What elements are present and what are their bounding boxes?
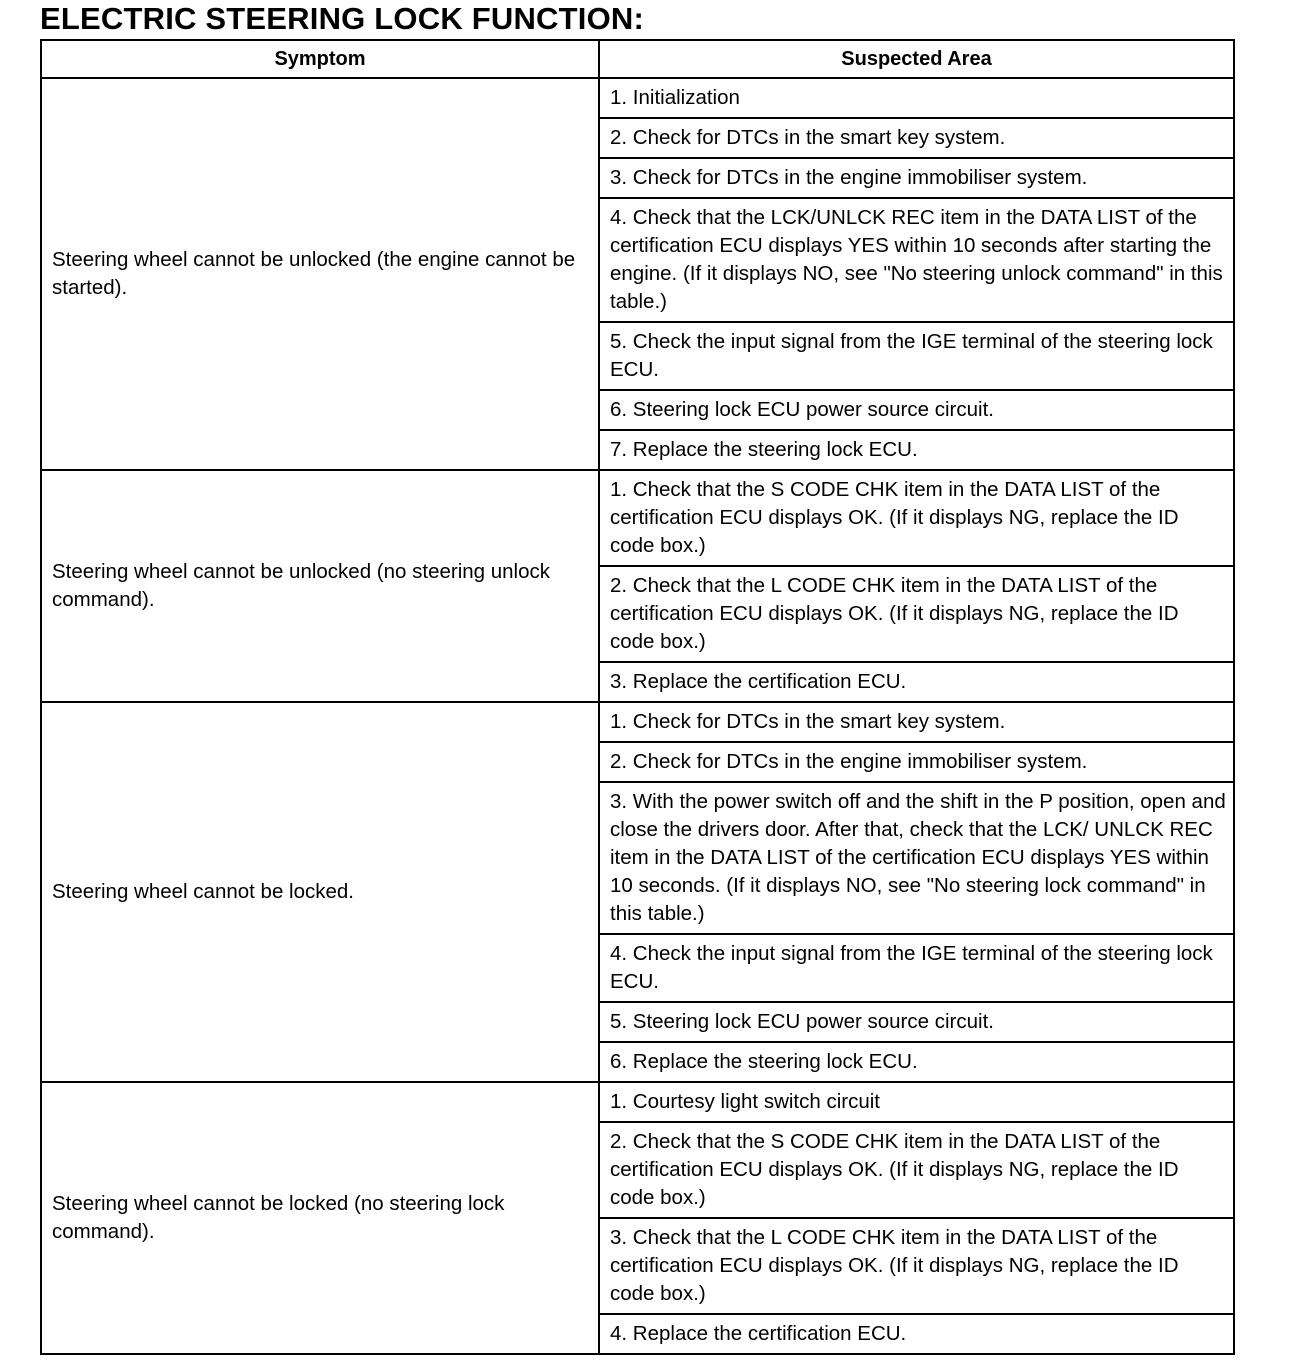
suspected-area-cell: 3. Check for DTCs in the engine immobiliser system. xyxy=(599,158,1234,198)
suspected-area-cell: 5. Steering lock ECU power source circuit. xyxy=(599,1002,1234,1042)
suspected-area-cell: 5. Check the input signal from the IGE terminal of the steering lock ECU. xyxy=(599,322,1234,390)
suspected-area-cell: 6. Steering lock ECU power source circuit. xyxy=(599,390,1234,430)
table-row xyxy=(41,1082,1234,1122)
table-header-row xyxy=(41,40,1234,78)
symptom-cell: Steering wheel cannot be unlocked (no steering unlock command). xyxy=(41,470,599,702)
suspected-area-cell: 2. Check that the S CODE CHK item in the DATA LIST of the certification ECU displays OK. (If it displays NG, replace the ID code box.) xyxy=(599,1122,1234,1218)
suspected-area-cell: 1. Check that the S CODE CHK item in the DATA LIST of the certification ECU displays OK. (If it displays NG, replace the ID code box.) xyxy=(599,470,1234,566)
suspected-area-cell: 3. Replace the certification ECU. xyxy=(599,662,1234,702)
table-body xyxy=(41,78,1234,1354)
page-title: ELECTRIC STEERING LOCK FUNCTION: xyxy=(40,1,644,36)
suspected-area-cell: 1. Initialization xyxy=(599,78,1234,118)
suspected-area-cell: 7. Replace the steering lock ECU. xyxy=(599,430,1234,470)
suspected-area-cell: 4. Replace the certification ECU. xyxy=(599,1314,1234,1354)
suspected-area-cell: 2. Check for DTCs in the engine immobiliser system. xyxy=(599,742,1234,782)
suspected-area-cell: 2. Check that the L CODE CHK item in the DATA LIST of the certification ECU displays OK. (If it displays NG, replace the ID code box.) xyxy=(599,566,1234,662)
table-row xyxy=(41,702,1234,742)
symptom-cell: Steering wheel cannot be unlocked (the engine cannot be started). xyxy=(41,78,599,470)
troubleshooting-table xyxy=(40,39,1235,1355)
header-suspected-area: Suspected Area xyxy=(599,40,1234,78)
suspected-area-cell: 3. With the power switch off and the shift in the P position, open and close the drivers door. After that, check that the LCK/ UNLCK REC item in the DATA LIST of the certification ECU displays YES within 10 seconds. (If it displays NO, see "No steering lock command" in this table.) xyxy=(599,782,1234,934)
suspected-area-cell: 4. Check the input signal from the IGE terminal of the steering lock ECU. xyxy=(599,934,1234,1002)
suspected-area-cell: 1. Courtesy light switch circuit xyxy=(599,1082,1234,1122)
suspected-area-cell: 2. Check for DTCs in the smart key system. xyxy=(599,118,1234,158)
suspected-area-cell: 6. Replace the steering lock ECU. xyxy=(599,1042,1234,1082)
table-row xyxy=(41,470,1234,566)
symptom-cell: Steering wheel cannot be locked. xyxy=(41,702,599,1082)
table-row xyxy=(41,78,1234,118)
suspected-area-cell: 1. Check for DTCs in the smart key system. xyxy=(599,702,1234,742)
suspected-area-cell: 4. Check that the LCK/UNLCK REC item in the DATA LIST of the certification ECU displays YES within 10 seconds after starting the engine. (If it displays NO, see "No steering unlock command" in this table.) xyxy=(599,198,1234,322)
header-symptom: Symptom xyxy=(41,40,599,78)
suspected-area-cell: 3. Check that the L CODE CHK item in the DATA LIST of the certification ECU displays OK. (If it displays NG, replace the ID code box.) xyxy=(599,1218,1234,1314)
symptom-cell: Steering wheel cannot be locked (no steering lock command). xyxy=(41,1082,599,1354)
